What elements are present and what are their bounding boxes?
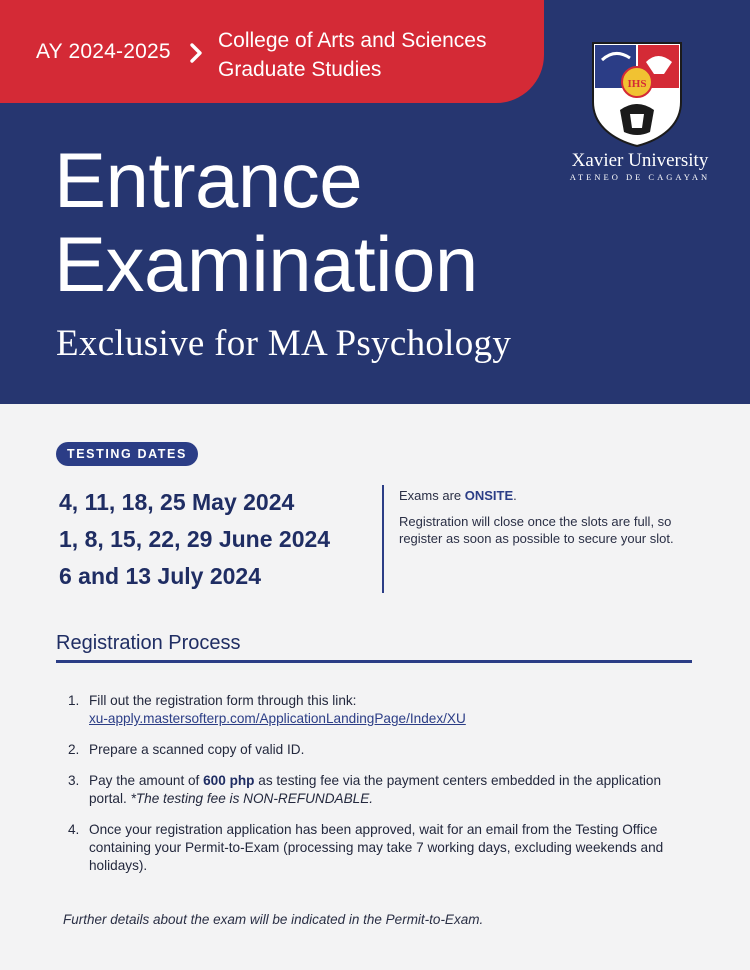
page-title (54, 138, 478, 306)
registration-steps (68, 692, 688, 888)
university-seal-icon (590, 40, 684, 148)
fee-amount: 600 php (203, 773, 255, 788)
registration-note: Registration will close once the slots are full, so register as soon as possible to secure your slot. (399, 514, 674, 546)
step-number: 2. (68, 742, 80, 757)
step-item (68, 821, 688, 875)
college-name (218, 26, 487, 84)
title-line1: Entrance (54, 136, 363, 224)
step-number: 4. (68, 822, 80, 837)
onsite-suffix: . (513, 488, 517, 503)
university-name: Xavier University (571, 150, 709, 171)
date-item: 6 and 13 July 2024 (59, 563, 262, 589)
exam-note (399, 487, 699, 556)
onsite-note (399, 487, 699, 504)
step-number: 1. (68, 693, 80, 708)
step-text-a: Pay the amount of (89, 773, 204, 788)
step-item (68, 692, 688, 728)
title-line2: Examination (54, 220, 478, 308)
step-text: Once your registration application has been approved, wait for an email from the Testing Office containing your Permit-to-Exam (processing may take 7 working days, excluding weekends and holidays). (89, 822, 664, 873)
divider (382, 485, 384, 593)
heading-rule (56, 660, 692, 663)
footer-note: Further details about the exam will be indicated in the Permit-to-Exam. (63, 912, 484, 927)
registration-heading: Registration Process (56, 632, 241, 654)
step-item (68, 772, 688, 808)
fee-note: *The testing fee is NON-REFUNDABLE. (130, 791, 374, 806)
academic-year: AY 2024-2025 (36, 40, 171, 63)
program-tab (0, 0, 544, 103)
date-item: 4, 11, 18, 25 May 2024 (59, 489, 295, 515)
testing-dates-list (59, 484, 330, 595)
step-number: 3. (68, 773, 80, 788)
svg-text:IHS: IHS (627, 78, 647, 90)
college-line1: College of Arts and Sciences (218, 29, 487, 52)
step-text: Fill out the registration form through this link: (89, 693, 357, 708)
chevron-right-icon (188, 42, 204, 64)
university-subtitle: ATENEO DE CAGAYAN (569, 172, 711, 182)
onsite-prefix: Exams are (399, 488, 465, 503)
step-text: Prepare a scanned copy of valid ID. (89, 742, 305, 757)
page-subtitle: Exclusive for MA Psychology (56, 323, 512, 364)
date-item: 1, 8, 15, 22, 29 June 2024 (59, 526, 331, 552)
testing-dates-badge: TESTING DATES (56, 442, 198, 466)
header-banner (0, 0, 750, 404)
college-line2: Graduate Studies (218, 58, 382, 81)
onsite-label: ONSITE (464, 488, 514, 503)
step-item (68, 741, 688, 759)
registration-link[interactable]: xu-apply.mastersofterp.com/ApplicationLandingPage/Index/XU (89, 711, 466, 726)
step-text-b: as testing fee via the payment centers embedded in the application portal. (89, 773, 662, 806)
